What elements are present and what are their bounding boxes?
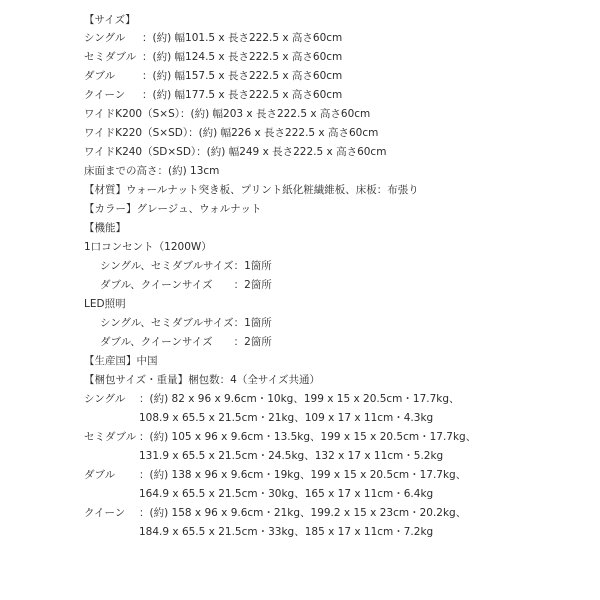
size-header: 【サイズ】 [84, 14, 136, 26]
package-value: ：(約) 105 x 96 x 9.6cm・13.5kg、199 x 15 x 20.5cm・17.7kg、 [139, 431, 477, 443]
color: 【カラー】グレージュ、ウォルナット [84, 203, 262, 215]
size-row-double [84, 66, 343, 86]
outlet: 1口コンセント（1200W） [84, 241, 212, 253]
package-row-double [84, 465, 467, 485]
package-label: セミダブル [84, 431, 137, 443]
size-value: ：(約) 幅124.5 x 長さ222.5 x 高さ60cm [142, 51, 343, 63]
size-wide-k200: ワイドK200（S×S）：(約) 幅203 x 長さ222.5 x 高さ60cm [84, 108, 371, 120]
outlet-item: ダブル、クイーンサイズ ：2箇所 [100, 279, 272, 291]
package-value-cont: 108.9 x 65.5 x 21.5cm・21kg、109 x 17 x 11cm・4.3kg [139, 412, 434, 424]
package-row-semidouble [84, 427, 477, 447]
origin: 【生産国】中国 [84, 355, 158, 367]
size-value: ：(約) 幅101.5 x 長さ222.5 x 高さ60cm [142, 32, 343, 44]
size-row-semidouble [84, 47, 343, 67]
package-label: ダブル [84, 469, 116, 481]
size-label: クイーン [84, 89, 126, 101]
led-item: ダブル、クイーンサイズ ：2箇所 [100, 336, 272, 348]
size-value: ：(約) 幅177.5 x 長さ222.5 x 高さ60cm [142, 89, 343, 101]
package-row-single [84, 389, 460, 409]
size-value: ：(約) 幅157.5 x 長さ222.5 x 高さ60cm [142, 70, 343, 82]
size-label: シングル [84, 32, 126, 44]
package-value: ：(約) 138 x 96 x 9.6cm・19kg、199 x 15 x 20.5cm・17.7kg、 [139, 469, 467, 481]
package-row-queen [84, 503, 467, 523]
outlet-item: シングル、セミダブルサイズ：1箇所 [100, 260, 272, 272]
package-value-cont: 131.9 x 65.5 x 21.5cm・24.5kg、132 x 17 x 11cm・5.2kg [139, 450, 444, 462]
size-row-single [84, 28, 343, 48]
size-label: ダブル [84, 70, 116, 82]
package-value: ：(約) 158 x 96 x 9.6cm・21kg、199.2 x 15 x 23cm・20.2kg、 [139, 507, 467, 519]
led: LED照明 [84, 298, 126, 310]
package-value-cont: 184.9 x 65.5 x 21.5cm・33kg、185 x 17 x 11cm・7.2kg [139, 526, 434, 538]
function-header: 【機能】 [84, 222, 126, 234]
led-item: シングル、セミダブルサイズ：1箇所 [100, 317, 272, 329]
package-label: シングル [84, 393, 126, 405]
size-row-queen [84, 85, 343, 105]
package-value-cont: 164.9 x 65.5 x 21.5cm・30kg、165 x 17 x 11cm・6.4kg [139, 488, 434, 500]
package-header: 【梱包サイズ・重量】梱包数：4（全サイズ共通） [84, 374, 320, 386]
size-label: セミダブル [84, 51, 137, 63]
size-wide-k240: ワイドK240（SD×SD）：(約) 幅249 x 長さ222.5 x 高さ60cm [84, 146, 387, 158]
floor-height: 床面までの高さ：(約) 13cm [84, 165, 220, 177]
material: 【材質】ウォールナット突き板、プリント紙化粧繊維板、床板：布張り [84, 184, 419, 196]
package-value: ：(約) 82 x 96 x 9.6cm・10kg、199 x 15 x 20.5cm・17.7kg、 [139, 393, 460, 405]
size-wide-k220: ワイドK220（S×SD）：(約) 幅226 x 長さ222.5 x 高さ60cm [84, 127, 379, 139]
package-label: クイーン [84, 507, 126, 519]
